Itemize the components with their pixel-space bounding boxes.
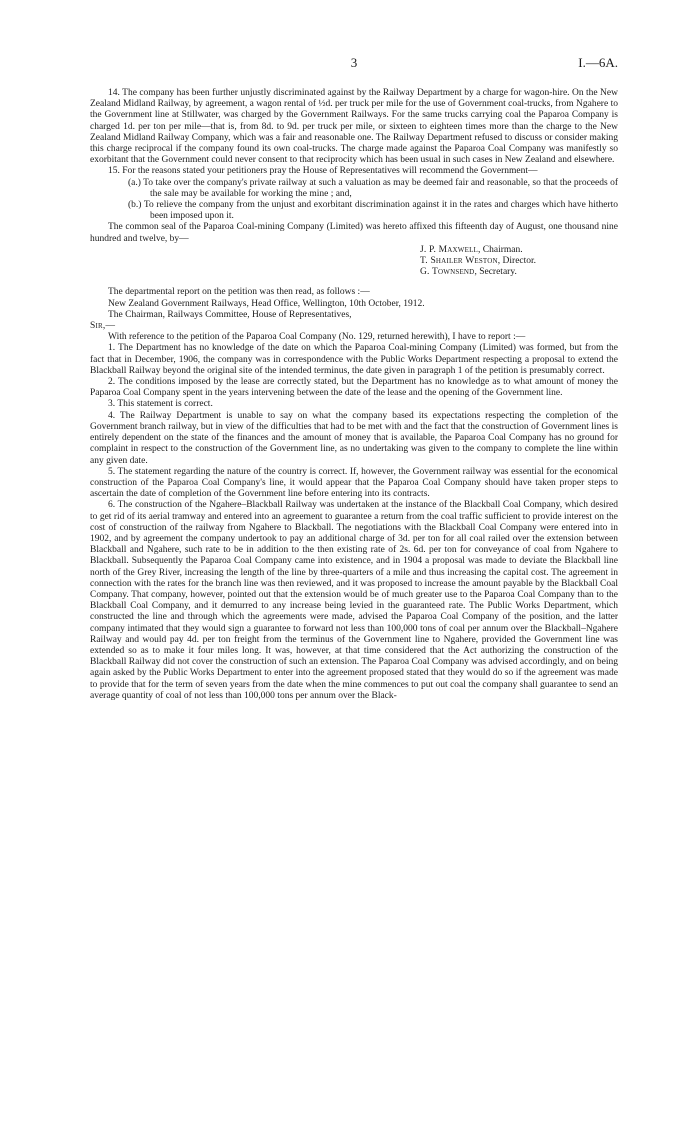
page-number: 3 — [350, 55, 358, 70]
signatory-title: , Director. — [497, 256, 537, 267]
signatory-name: J. P. Maxwell — [420, 244, 479, 255]
document-body — [90, 88, 618, 702]
petition-paragraph-15: 15. For the reasons stated your petitioners pray the House of Representatives will recommend the Government— — [108, 166, 538, 177]
seal-statement: The common seal of the Paparoa Coal-mining Company (Limited) was hereto affixed this fifteenth day of August, one thousand nine hundred and twelve, by— — [90, 222, 618, 244]
report-address: New Zealand Government Railways, Head Office, Wellington, 10th October, 1912. — [108, 298, 425, 309]
signatory-title: , Secretary. — [474, 267, 517, 278]
report-paragraph-2: 2. The conditions imposed by the lease are correctly stated, but the Department has no knowledge as to what amount of money the Paparoa Coal Company spent in the years intervening between the date of the lease and the opening of the Government line. — [90, 377, 618, 399]
report-salutation: Sir,— — [90, 321, 116, 332]
prayer-item-b: (b.) To relieve the company from the unjust and exorbitant discrimination against it in the rates and charges which have hitherto been imposed upon it. — [128, 200, 618, 222]
signatory-name: T. Shailer Weston — [420, 256, 498, 267]
report-paragraph-4: 4. The Railway Department is unable to say on what the company based its expectations respecting the completion of the Government branch railway, but in view of the difficulties that had to be met with and the fact that the construction of Government lines is entirely dependent on the state of the finances and the amount of money that is available, the Paparoa Coal Company has no ground for complaint in respect to the construction of the Government line, as no undertaking was given to the company to complete the line within any given date. — [90, 410, 618, 466]
report-opening: With reference to the petition of the Paparoa Coal Company (No. 129, returned herewith), I have to report :— — [108, 332, 526, 343]
signatory — [90, 256, 618, 267]
signatory — [90, 245, 618, 256]
document-reference: I.—6A. — [578, 55, 618, 70]
prayer-item-a: (a.) To take over the company's private railway at such a valuation as may be deemed fair and reasonable, so that the proceeds of the sale may be available for working the mine ; and, — [128, 177, 618, 199]
report-paragraph-1: 1. The Department has no knowledge of the date on which the Paparoa Coal-mining Company (Limited) was formed, but from the fact that in December, 1906, the company was in correspondence with the Public Works Department respecting a proposal to extend the Blackball Railway beyond the original site of the intended terminus, the date given in paragraph 1 of the petition is presumably correct. — [90, 343, 618, 376]
signatory-title: , Chairman. — [478, 244, 523, 255]
signatory-name: G. Townsend — [420, 267, 475, 278]
signatory — [90, 267, 618, 278]
signature-block — [90, 245, 618, 279]
report-paragraph-3: 3. This statement is correct. — [108, 399, 213, 410]
running-head — [90, 56, 618, 70]
report-paragraph-6: 6. The construction of the Ngahere–Blackball Railway was undertaken at the instance of the Blackball Coal Company, which desired to get rid of its aerial tramway and entered into an agreement to guarantee a return from the coal traffic sufficient to provide interest on the cost of construction of the railway from Ngahere to Blackball. The negotiations with the Blackball Coal Company were entered into in 1902, and by agreement the company undertook to pay an additional charge of 3d. per ton for all coal railed over the extension between Blackball and Ngahere, such rate to be in addition to the then existing rate of 2s. 6d. per ton for conveyance of coal from Ngahere to Blackball. Subsequently the Paparoa Coal Company came into existence, and in 1904 a proposal was made to deviate the Blackball line north of the Grey River, increasing the length of the line by three-quarters of a mile and thus increasing the capital cost. The agreement in connection with the rates for the branch line was then reviewed, and it was proposed to increase the amount payable by the Blackball Coal Company. That company, however, pointed out that the extension would be of much greater use to the Paparoa Coal Company than to the Blackball Coal Company, and it demurred to any increase being levied in the guaranteed rate. The Public Works Department, which constructed the line and through which the agreements were made, advised the Paparoa Coal Company of the position, and the latter company intimated that they would sign a guarantee to forward not less than 100,000 tons of coal per annum over the Blackball–Ngahere Railway and would pay 4d. per ton freight from the terminus of the Government line to Ngahere, provided the Government line was extended so as to make it four miles long. It was, however, at that time considered that the Act authorizing the construction of the Blackball Railway did not cover the construction of such an extension. The Paparoa Coal Company was advised accordingly, and on being again asked by the Public Works Department to enter into the agreement proposed stated that they would do so if the agreement was made to provide that for the term of seven years from the date when the mine commences to put out coal the company shall guarantee to send an average quantity of coal of not less than 100,000 tons per annum over the Black- — [90, 500, 618, 701]
petition-paragraph-14: 14. The company has been further unjustly discriminated against by the Railway Department by a charge for wagon-hire. On the New Zealand Midland Railway, by agreement, a wagon rental of ½d. per truck per mile for the use of Government coal-trucks, from Ngahere to the Government line at Stillwater, was charged by the Government Railways. For the same trucks carrying coal the Paparoa Company is charged 1d. per ton per mile—that is, from 8d. to 9d. per truck per mile, or sixteen to eighteen times more than the charge to the New Zealand Midland Railway Company, which was a fair and reasonable one. The Railway Department refused to discuss or consider making this charge reciprocal if the company found its own coal-trucks. The charge made against the Paparoa Coal Company was manifestly so exorbitant that the Government could never consent to that reciprocity which has been usual in such cases in New Zealand and elsewhere. — [90, 88, 618, 166]
report-recipient: The Chairman, Railways Committee, House of Representatives, — [108, 309, 352, 320]
report-intro: The departmental report on the petition was then read, as follows :— — [108, 287, 370, 298]
report-paragraph-5: 5. The statement regarding the nature of the country is correct. If, however, the Government railway was essential for the economical construction of the Paparoa Coal Company's line, it would appear that the Paparoa Coal Company should have taken proper steps to ascertain the date of completion of the Government line before entering into its contracts. — [90, 466, 618, 500]
